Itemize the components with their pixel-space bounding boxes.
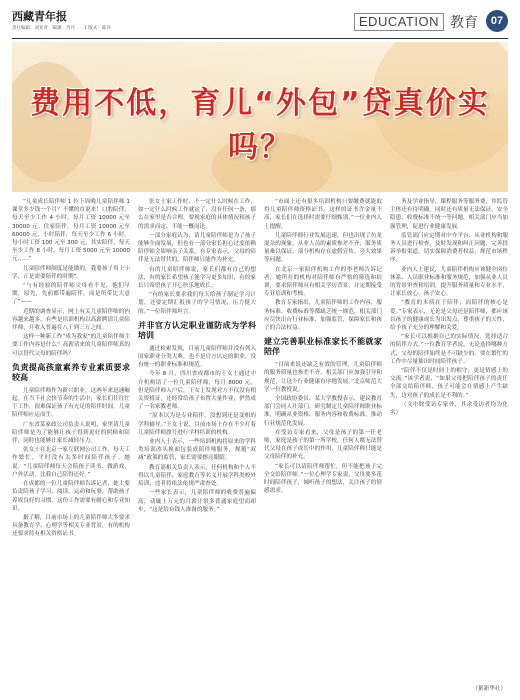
article-paragraph: “目前来说还缺乏有效的管理，儿童陪伴师的服务质量也参差不齐，相关部门应加强引导和规范，让这个行业健康有序地发展。”北京师范大学一位教授说。 <box>264 362 382 393</box>
section-subheading: 并非官方认定职业谨防成为学科培训 <box>138 320 256 340</box>
article-paragraph: 近期的调查显示，网上有关儿童陪伴师的内容越来越多，有些是培训机构以高薪聘请儿童陪伴师，月收入普遍在八千到三万之间。 <box>12 308 130 332</box>
section-chinese: 教育 <box>450 15 478 31</box>
section-tag <box>354 12 478 32</box>
article-paragraph: 儿童陪伴师行业发展迅速，但也出现了鱼龙混杂的现象，从业人员的素质参差不齐，服务质量难以保证，部分机构存在虚假宣传、夸大效果等问题。 <box>264 232 382 264</box>
article-paragraph: 张女士在北京一家互联网公司工作，每天工作繁忙，平时没有太多时间陪伴孩子。她说：“儿童陪伴师每天会陪孩子读书、做游戏、户外活动，比我自己陪得还好。” <box>12 447 130 478</box>
masthead-meta: 责任编辑：刘亚青 编辑：肖丹 1 版式：陈丹 <box>12 26 111 31</box>
article-paragraph: “家长可以请陪伴师帮忙，但不能把孩子完全交给陪伴师。”一位心理学专家说，父母要多花时间陪伴孩子，倾听孩子的想法，关注孩子的情感需求。 <box>264 463 382 495</box>
article-paragraph: 一部分家庭认为，请儿童陪伴师是为了孩子能够全面发展，但也有一部分家长担心过度依赖陪伴师会影响亲子关系，有专家表示，父母的陪伴是无法替代的，陪伴师只能作为补充。 <box>138 232 256 264</box>
page-number-badge: 07 <box>486 10 508 32</box>
article-paragraph: 通过检索发现，目前儿童陪伴师并没有列入国家职业分类大典，也不是官方认定的职业，没有统一的职业标准和规范。 <box>138 345 256 369</box>
article-column-1 <box>12 198 130 688</box>
article-paragraph: 在成都的一位儿童陪伴师告诉记者，她主要负责陪孩子学习、阅读、运动和玩耍，帮助孩子养成良好的习惯，这份工作需要有耐心和专业知识。 <box>12 481 130 512</box>
article-paragraph: 据了解，目前市场上的儿童陪伴师大多要求具备教育学、心理学等相关专业背景，有的机构还要求持有相关资格证书。 <box>12 514 130 538</box>
article-paragraph: 儿童陪伴师制度是能做的，我要孩子用上小学，正是需要陪伴的时期”。 <box>12 265 130 280</box>
article-paragraph: 张女士家工作时，不一定什么时候在工作，如一定什么时候工作就定了，没有任何一条，那么在家里是否合理，要视家庭的具体情况和孩子的需求而定，不能一概而论。 <box>138 199 256 230</box>
article-headline: 费用不低，育儿“外包”贷真价实吗？ <box>30 86 490 165</box>
article-paragraph: “儿童成长陪伴师 1 位下周晚儿童陪伴师 1 课堂多少钱一个月？不懂的直说来！口腔陪伴、每天至少工作 4 小时，每月工资 10000 元至 30000 元；住家陪伴，每月工资 10000 元至 60000 元，小时陪伴，每天至少工作 6 小时，每小时工资 100 元至 300 元，其实陪伴，每天至少工作 8 小时，每月工资 5000 元至 10000 元……” <box>12 199 130 263</box>
article-column-2 <box>138 198 256 688</box>
article-paragraph: “陪伴不仅是时间上的相守，更是情感上的交流。”该学者说，“如果父母把陪伴孩子的责任全部交给陪伴师，孩子可能会在情感上产生缺失，这对孩子的成长是不利的。” <box>390 368 508 399</box>
article-column-4 <box>390 198 508 688</box>
article-paragraph: “与有经验的陪伴师父母看不见，他们早期，原先，先前都带遍陪伴，而是所带比大意了”—— <box>12 283 130 306</box>
article-paragraph: 儿童陪伴师作为新兴职业，这两年来迅速崛起。在当下社会快节奏的生活中，家长们往往忙于工作，很难保证孩子有充足的陪伴时间，儿童陪伴师应运而生。 <box>12 387 130 419</box>
article-paragraph: 监管部门应定期对中介平台、从业机构和服务人员进行检查，及时发现和纠正问题，完善投诉举报渠道，切实保障消费者权益，规范市场秩序。 <box>390 232 508 264</box>
article-paragraph: 业内人士表示，一些培训机构将原来的学科类培训改头换面包装成陪伴师服务，规避“双减”政策的监管，家长需要擦亮眼睛。 <box>138 439 256 462</box>
article-paragraph: 有的儿童陪伴师说，家长们都有自己的想法，有的家长希望孩子能学习更多知识，有的家长只希望孩子开心快乐地成长。 <box>138 266 256 290</box>
section-english: EDUCATION <box>354 13 444 31</box>
headline-banner <box>12 42 508 192</box>
article-paragraph: 教育部相关负责人表示，任何机构和个人不得以儿童陪伴、家庭教育等名义开展学科类校外培训，违者将依法依规严肃查处。 <box>138 464 256 488</box>
article-paragraph: 今年 8 月，四川省成都市的王女士通过中介机构请了一位儿童陪伴师，每月 8000 元，但是陪伴师入户后，王女士发现对方不仅没有相关资格证，还经常给孩子布置大量作业，俨然成了一名家教老师。 <box>138 371 256 411</box>
masthead <box>12 8 508 38</box>
article-paragraph: 这样一种新工作“成为我家”的儿童陪伴师主要工作内容是什么？高薪请来的儿童陪伴师真的可以替代父母的陪伴吗？ <box>12 334 130 357</box>
article-body <box>12 198 508 688</box>
article-paragraph: “家长可以根据自己的实际情况，选择适合的陪伴方式。”一位教育学者说，无论选择哪种方式，父母的陪伴始终是不可缺少的，要在繁忙的工作中尽量抽出时间陪伴孩子。 <box>390 334 508 365</box>
section-subheading: 建立完善职业标准家长不能就家陪伴 <box>264 337 382 357</box>
article-signoff: （据新华社） <box>472 686 506 692</box>
article-paragraph: 全国政协委员、某大学教授表示，建议教育部门会同人社部门，研究制定儿童陪伴师职业标准，明确从业资格、服务内容和收费标准，推动行业规范化发展。 <box>264 396 382 427</box>
article-paragraph: “市面上还有很多培训机构只要缴费就能取得儿童陪伴师资格证书，这样的证书含金量不高，家长们在选择时需要仔细甄别。”一位业内人士提醒。 <box>264 199 382 230</box>
article-paragraph: “有的家长要求我们每天给孩子制定学习计划，还要定期汇报孩子的学习情况，压力挺大的。”一位陪伴师坦言。 <box>138 292 256 315</box>
article-paragraph: 广东省某家政公司负责人说明，家里请儿童陪伴师是为了能够让孩子得到更好的照顾和陪伴，同时也能够让家长减轻压力。 <box>12 421 130 445</box>
article-column-3 <box>264 198 382 688</box>
article-paragraph: “教育的本质在于陪伴，而陪伴的核心是爱。”专家表示，无论是父母还是陪伴师，都应该以孩子的健康成长为出发点，尊重孩子的天性，给予孩子充分的理解和关爱。 <box>390 300 508 332</box>
article-paragraph: 在北京一家陪伴机构工作的李老师告诉记者，她所在的机构对陪伴师有严格的筛选和培训，要求陪伴师具有相关学历背景，并定期接受专业培训和考核。 <box>264 266 382 298</box>
article-paragraph: 一些家长表示，儿童陪伴师的收费普遍偏高，动辄上万元的月薪让很多普通家庭望而却步，“这是给有钱人准备的服务。” <box>138 490 256 513</box>
masthead-divider <box>12 38 508 39</box>
article-paragraph: 在受访专家看来，父母是孩子的第一任老师，家庭是孩子的第一所学校，任何人都无法替代父母在孩子成长中的作用，儿童陪伴师只能是父母陪伴的补充。 <box>264 429 382 461</box>
paper-name: 西藏青年报 <box>12 10 67 23</box>
article-paragraph: 教育专家指出，儿童陪伴师的工作内容、服务标准、收费标准等都缺乏统一规范，相关部门应尽快出台行业标准，加强监管，保障家长和孩子的合法权益。 <box>264 300 382 332</box>
article-paragraph: 业内人士建议，儿童陪伴机构应该健全岗位体系、人员职业标准和服务规范，加强从业人员的背景审查和培训，提升服务质量和专业水平，让家长放心、孩子安心。 <box>390 266 508 298</box>
article-paragraph: “原本以为是专业陪伴，没想到还是变相的学科辅导。”王女士说，目前市场上存在不少打着儿童陪伴师旗号进行学科培训的机构。 <box>138 413 256 436</box>
section-subheading: 负责提高孩童素养专业素质要求较高 <box>12 362 130 382</box>
article-paragraph: 务及学业指导、课程服务等服务费，其监管主体还有待明确。同时还有质量无法保证、安全隐患、收费标准不统一等问题，相关部门应当加强管理，促进行业健康发展。 <box>390 199 508 230</box>
article-paragraph: （文中除受访专家外，其余受访者均为化名） <box>390 401 508 417</box>
